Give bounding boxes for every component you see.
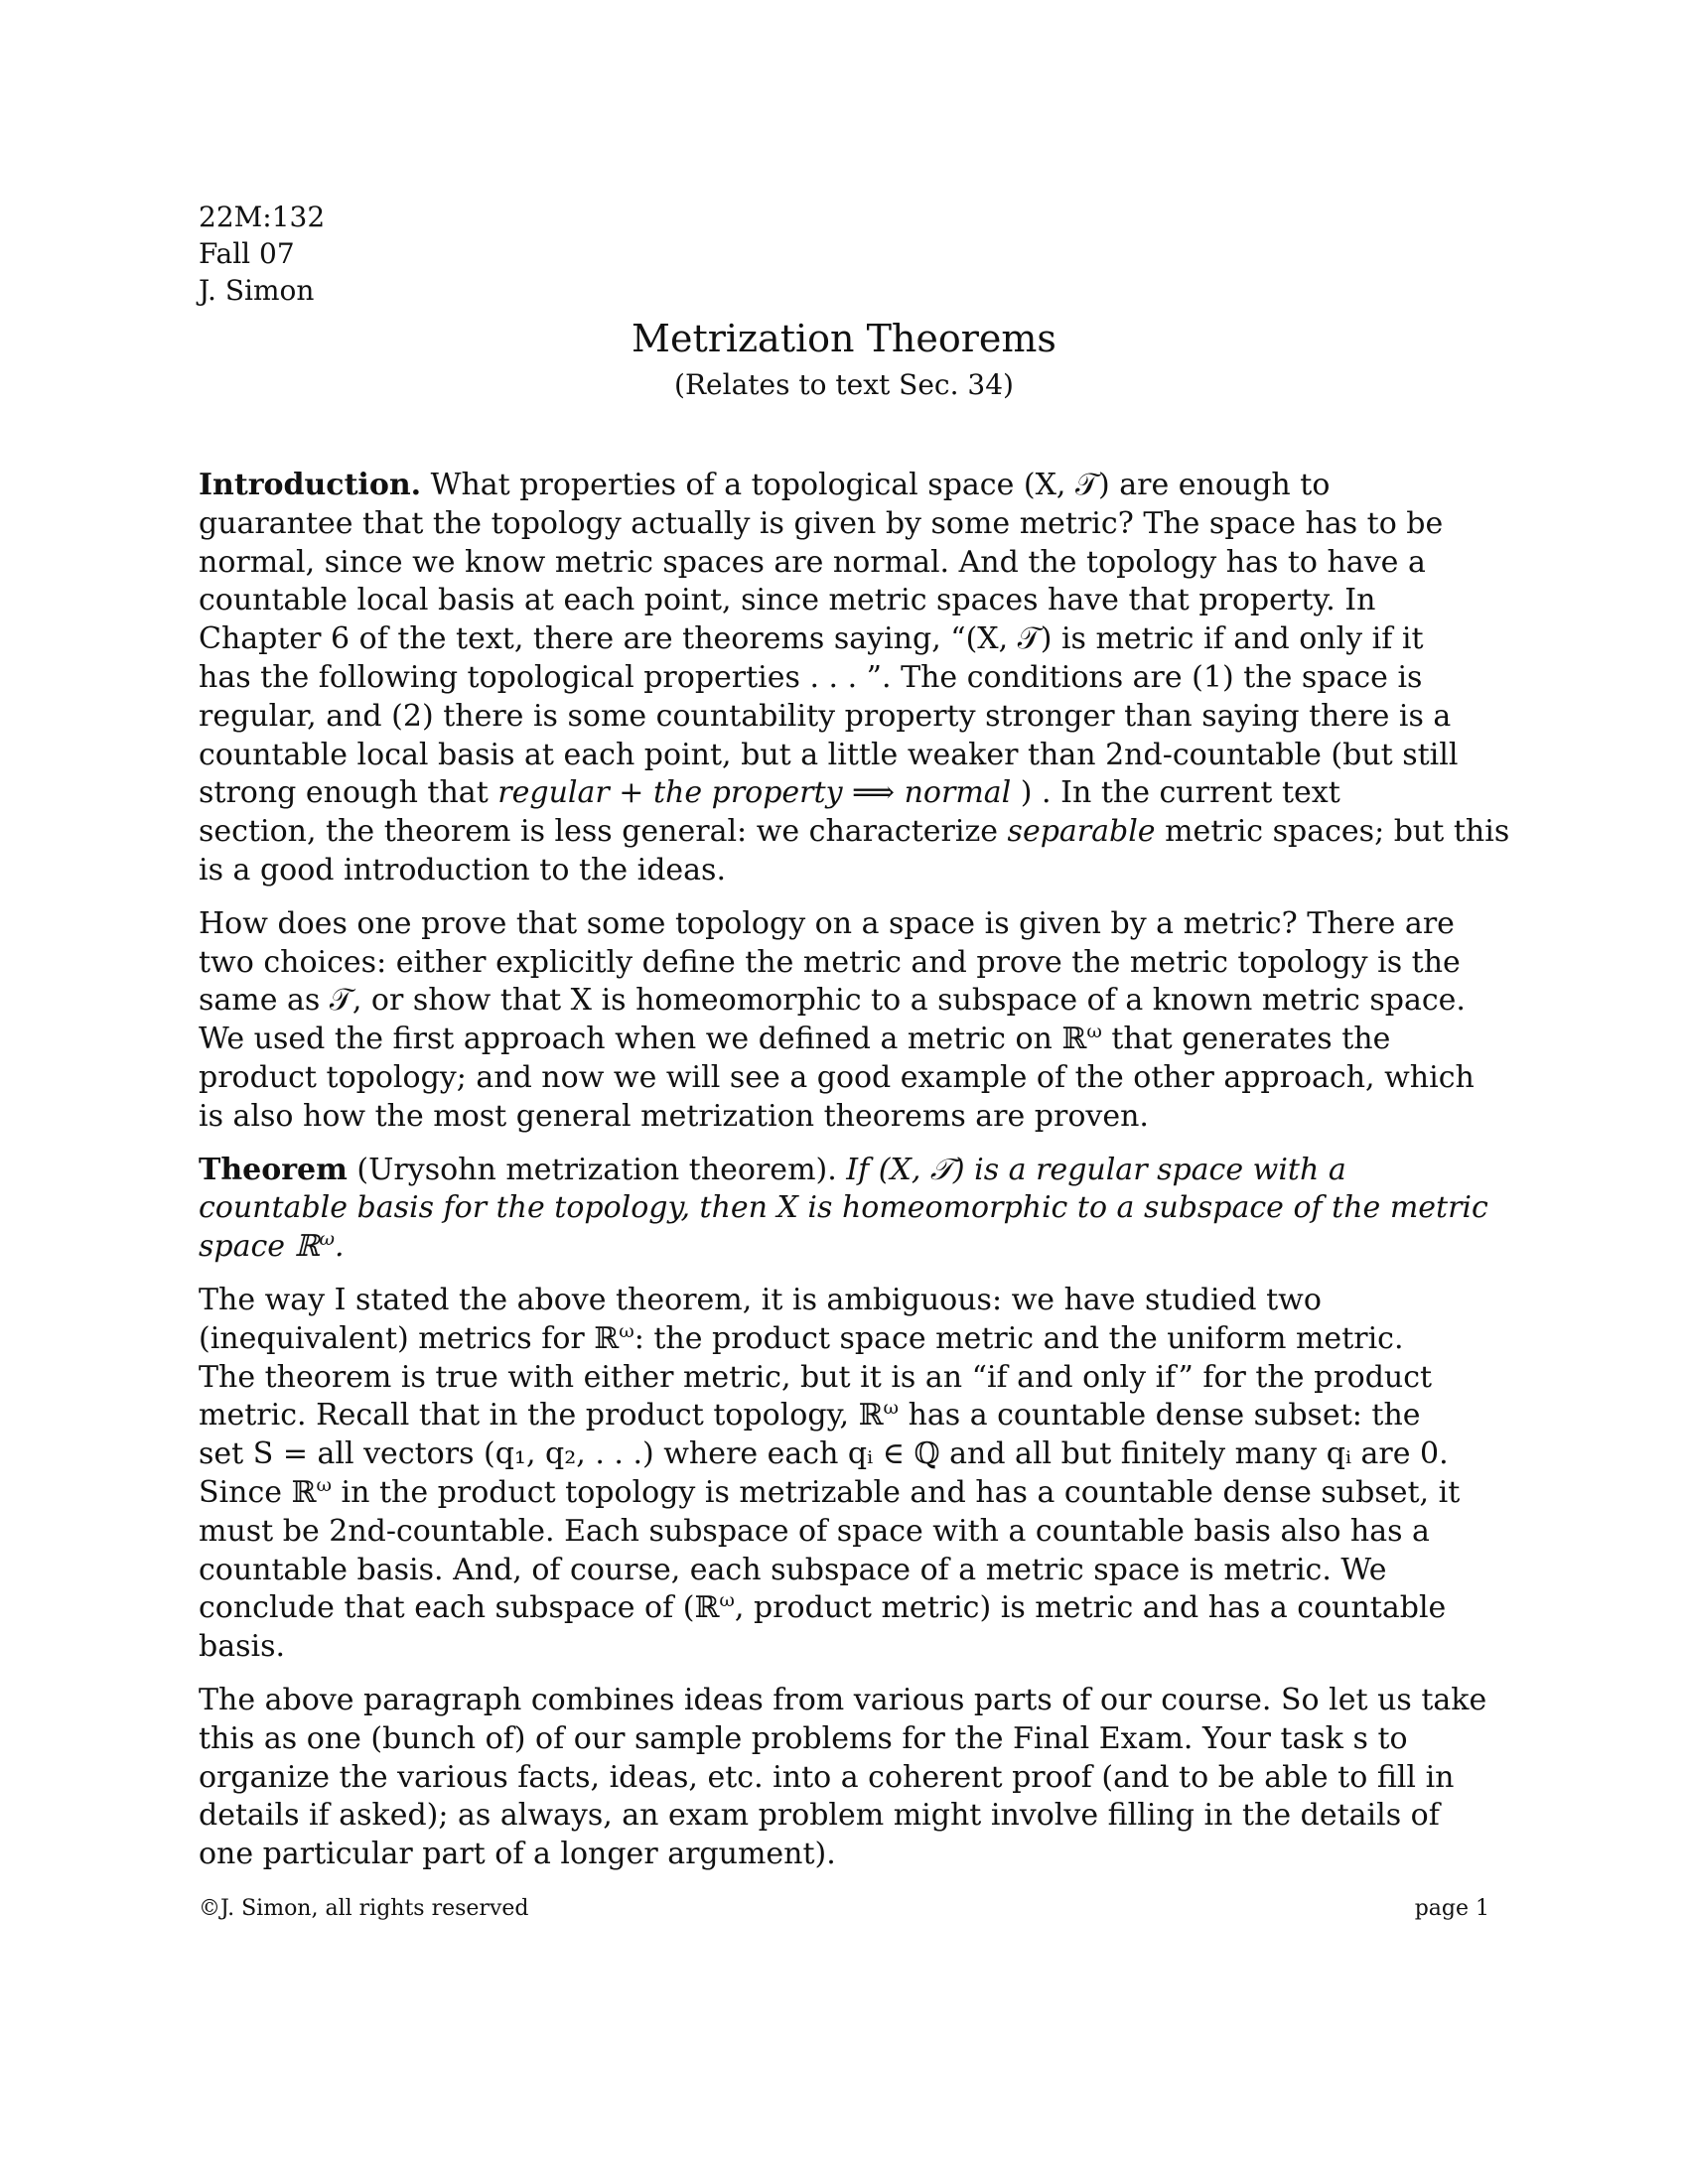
emphasis-regular-property: regular + the property ⟹ normal bbox=[497, 775, 1012, 811]
approach-paragraph: How does one prove that some topology on a space is given by a metric? There are two choices: either explicitly define the metric and prove the metric topology is the same as 𝒯, or show that X is homeomorphic to a subspace of a known metric space. We used the first approach when we defined a metric on ℝ$^\omega$ that generates the product topology; and now we will see a good example of the other approach, which is also how the most general metrization theorems are proven. bbox=[199, 905, 1475, 1134]
page-subtitle: (Relates to text Sec. 34) bbox=[674, 368, 1014, 401]
discussion-paragraph: The way I stated the above theorem, it is ambiguous: we have studied two (inequivalent) metrics for ℝ$^\omega$: the product space metric and the uniform metric. The theorem is true with either metric, but it is an “if and only if” for the product metric. Recall that in the product topology, ℝ$^\omega$ has a countable dense subset: the set S = all vectors (q₁, q₂, . . .) where each qᵢ ∈ ℚ and all but finitely many qᵢ are 0. Since ℝ$^\omega$ in the product topology is metrizable and has a countable dense subset, it must be 2nd-countable. Each subspace of space with a countable basis also has a countable basis. And, of course, each subspace of a metric space is metric. We conclude that each subspace of (ℝ$^\omega$, product metric) is metric and has a countable basis. bbox=[199, 1282, 1461, 1665]
title-block bbox=[0, 316, 1688, 405]
theorem-name: (Urysohn metrization theorem). bbox=[347, 1152, 837, 1187]
page-number: page 1 bbox=[1414, 1896, 1489, 1921]
copyright-notice: ©J. Simon, all rights reserved bbox=[199, 1896, 529, 1921]
introduction-heading: Introduction. bbox=[199, 468, 422, 502]
term: Fall 07 bbox=[199, 237, 295, 270]
theorem-heading: Theorem bbox=[199, 1152, 348, 1187]
document-body bbox=[199, 467, 1510, 1889]
course-number: 22M:132 bbox=[199, 201, 326, 233]
document-header bbox=[199, 199, 325, 309]
emphasis-separable: separable bbox=[1007, 814, 1156, 850]
introduction-paragraph: Introduction. What properties of a topological space (X, 𝒯) are enough to guarantee that the topology actually is given by some metric? The space has to be normal, since we know metric spaces are normal. And the topology has to have a countable local basis at each point, since metric spaces have that property. In Chapter 6 of the text, there are theorems saying, “(X, 𝒯) is metric if and only if it has the following topological properties . . . ”. The conditions are (1) the space is regular, and (2) there is some countability property stronger than saying there is a countable local basis at each point, but a little weaker than 2nd-countable (but still strong enough that regular + the property ⟹ normal ) . In the current text section, the theorem is less general: we characterize separable metric spaces; but this is a good introduction to the ideas. bbox=[199, 468, 1510, 887]
theorem-statement: Theorem (Urysohn metrization theorem). If (X, 𝒯) is a regular space with a countable basis for the topology, then X is homeomorphic to a subspace of the metric space ℝ$^\omega$. bbox=[199, 1152, 1488, 1265]
page-title: Metrization Theorems bbox=[632, 317, 1056, 360]
exam-paragraph: The above paragraph combines ideas from various parts of our course. So let us take this as one (bunch of) of our sample problems for the Final Exam. Your task s to organize the various facts, ideas, etc. into a coherent proof (and to be able to fill in details if asked); as always, an exam problem might involve filling in the details of one particular part of a longer argument). bbox=[199, 1682, 1487, 1872]
author: J. Simon bbox=[199, 274, 315, 307]
